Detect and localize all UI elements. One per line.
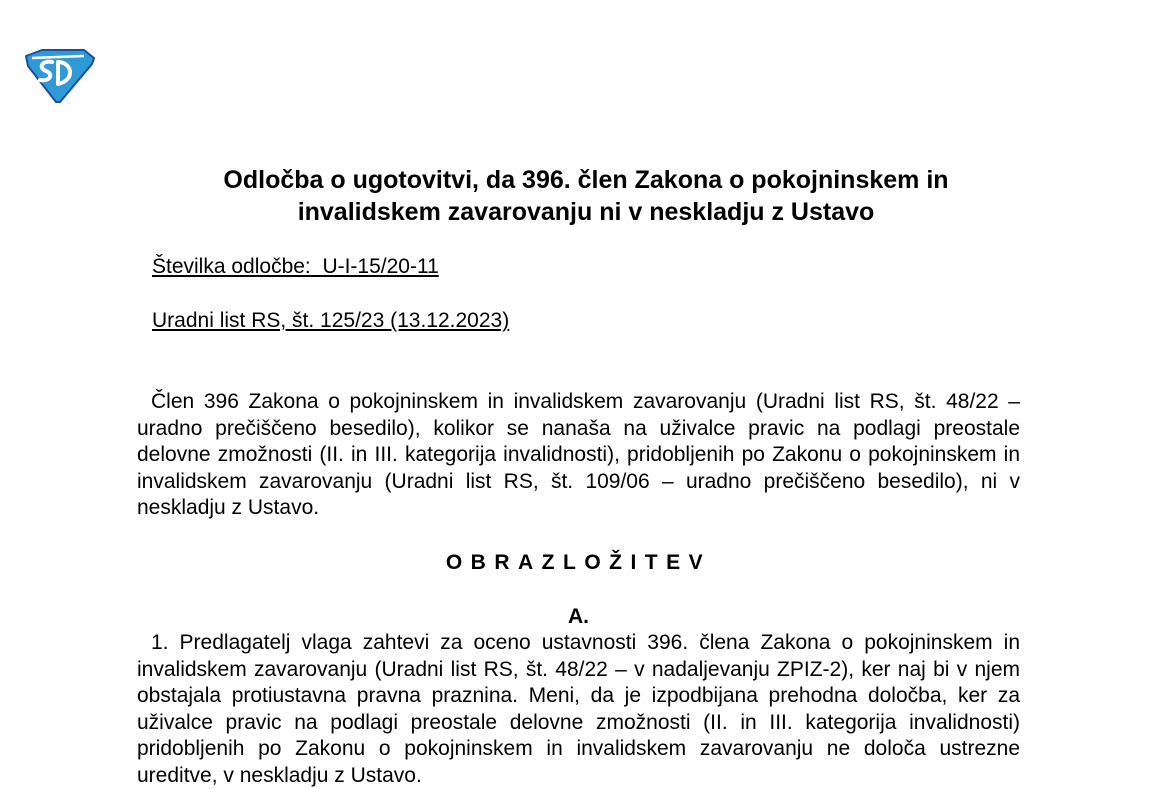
intro-paragraph: Člen 396 Zakona o pokojninskem in invalidskem zavarovanju (Uradni list RS, št. 48/22 – uradno prečiščeno besedilo), kolikor se nanaša na uživalce pravic na podlagi preostale delovne zmožnosti (II. in III. kategorija invalidnosti), pridobljenih po Zakonu o pokojninskem in invalidskem zavarovanju (Uradni list RS, št. 109/06 – uradno prečiščeno besedilo), ni v neskladju z Ustavo.	[137, 390, 1020, 519]
document-title	[150, 164, 1022, 228]
document-title-line-1: Odločba o ugotovitvi, da 396. člen Zakona o pokojninskem in	[223, 166, 949, 194]
section-heading: OBRAZLOŽITEV	[445, 551, 712, 574]
paragraph-1: 1. Predlagatelj vlaga zahtevi za oceno ustavnosti 396. člena Zakona o pokojninskem in invalidskem zavarovanju (Uradni list RS, št. 48/22 – v nadaljevanju ZPIZ-2), ker naj bi v njem obstajala protiustavna pravna praznina. Meni, da je izpodbijana prehodna določba, ker za uživalce pravic na podlagi preostale delovne zmožnosti (II. in III. kategorija invalidnosti) pridobljenih po Zakonu o pokojninskem in invalidskem zavarovanju ne določa ustrezne ureditve, v neskladju z Ustavo.	[137, 631, 1020, 787]
court-emblem-icon	[22, 48, 96, 104]
decision-number	[152, 254, 439, 280]
court-logo	[22, 48, 96, 104]
subsection-heading: A.	[568, 605, 589, 628]
decision-number-label: Številka odločbe:	[152, 255, 311, 278]
official-gazette-reference: Uradni list RS, št. 125/23 (13.12.2023)	[152, 309, 510, 332]
document-title-line-2: invalidskem zavarovanju ni v neskladju z Ustavo	[297, 198, 875, 226]
decision-number-value: U-I-15/20-11	[322, 255, 439, 278]
